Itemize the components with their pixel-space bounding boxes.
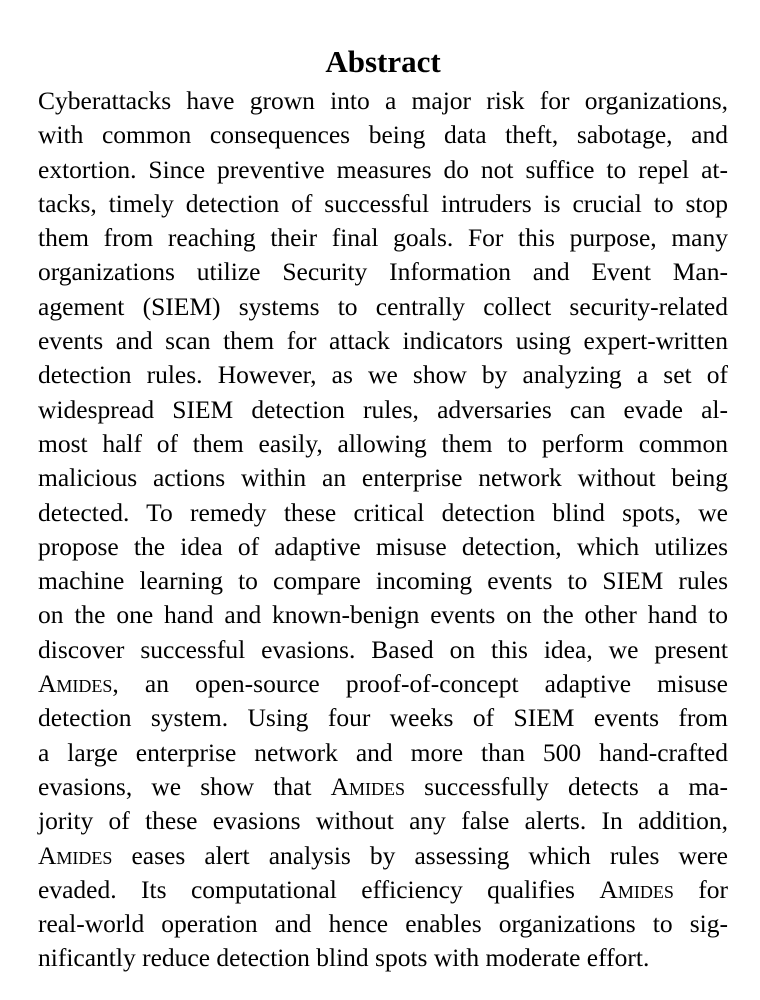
system-name: Amides [599, 874, 674, 904]
abstract-line: detection system. Using four weeks of SIEM events from [38, 703, 728, 733]
abstract-line: propose the idea of adaptive misuse detection, which utilizes [38, 531, 728, 561]
abstract-line: malicious actions within an enterprise network without being [38, 463, 728, 493]
abstract-line: them from reaching their final goals. For this purpose, many [38, 223, 728, 253]
abstract-line: detected. To remedy these critical detection blind spots, we [38, 497, 728, 527]
abstract-line: jority of these evasions without any false alerts. In addition, [38, 806, 728, 836]
abstract-line: events and scan them for attack indicators using expert-written [38, 326, 728, 356]
abstract-line: tacks, timely detection of successful intruders is crucial to stop [38, 188, 728, 218]
abstract-heading: Abstract [325, 44, 441, 79]
abstract-line: on the one hand and known-benign events on the other hand to [38, 600, 728, 630]
system-name: Amides [38, 840, 113, 870]
abstract-line: discover successful evasions. Based on this idea, we present [38, 634, 728, 664]
abstract-line: evaded. Its computational efficiency qualifies Amides for [38, 874, 728, 904]
abstract-line: widespread SIEM detection rules, adversaries can evade al- [38, 394, 728, 424]
abstract-line: most half of them easily, allowing them to perform common [38, 428, 728, 458]
abstract-line: Cyberattacks have grown into a major risk for organizations, [38, 86, 728, 115]
abstract-line: Amides eases alert analysis by assessing which rules were [38, 840, 728, 870]
system-name: Amides [330, 771, 406, 801]
abstract-line: extortion. Since preventive measures do not suffice to repel at- [38, 154, 728, 184]
abstract-line: organizations utilize Security Information and Event Man- [38, 257, 728, 287]
paper-page [38, 42, 728, 976]
abstract-line: agement (SIEM) systems to centrally collect security-related [38, 291, 728, 321]
abstract-line: nificantly reduce detection blind spots with moderate effort. [38, 943, 650, 973]
abstract-line: a large enterprise network and more than 500 hand-crafted [38, 737, 728, 767]
abstract-line: real-world operation and hence enables organizations to sig- [38, 909, 728, 939]
abstract-line: with common consequences being data theft, sabotage, and [38, 120, 728, 150]
abstract-body [38, 84, 728, 976]
abstract-line: detection rules. However, as we show by analyzing a set of [38, 360, 728, 390]
abstract-line: machine learning to compare incoming events to SIEM rules [38, 566, 728, 596]
abstract-line: evasions, we show that Amides successfully detects a ma- [38, 771, 728, 801]
system-name: Amides [38, 669, 113, 699]
abstract-line: Amides, an open-source proof-of-concept adaptive misuse [38, 669, 728, 699]
